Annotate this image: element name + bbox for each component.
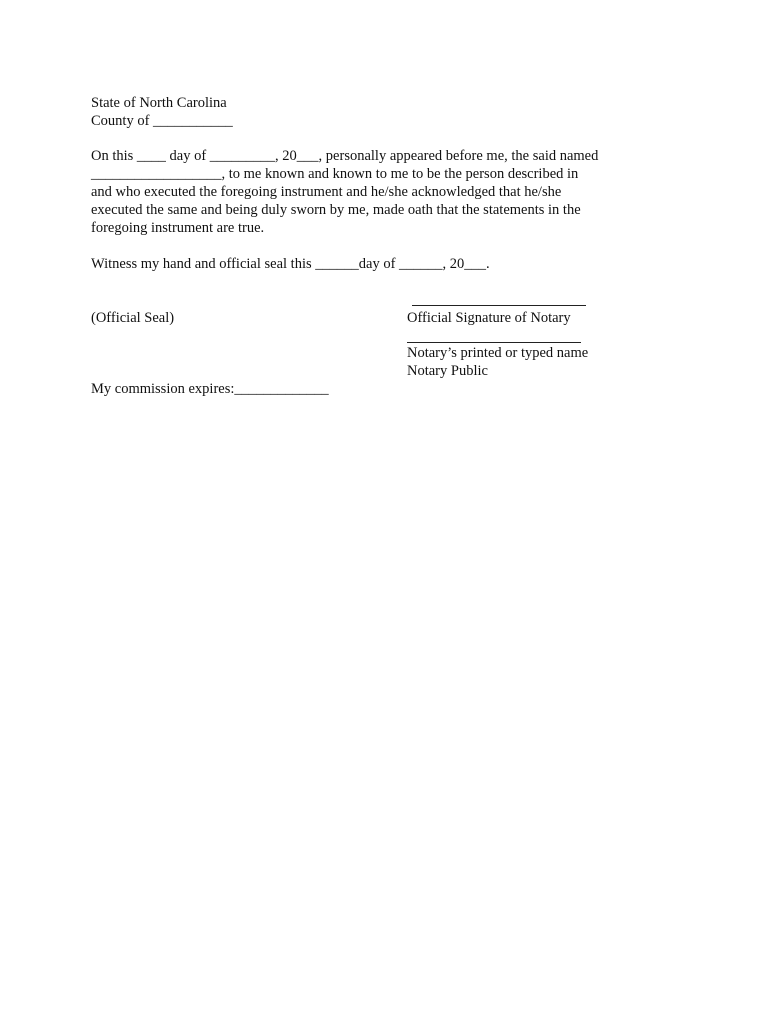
acknowledgment-text-line-4: executed the same and being duly sworn by me, made oath that the statements in the [91, 202, 581, 218]
state-heading: State of North Carolina [91, 95, 227, 111]
acknowledgment-text-line-5: foregoing instrument are true. [91, 220, 265, 236]
notary-signature-line [412, 305, 586, 306]
county-field: County of ___________ [91, 113, 233, 129]
notary-printed-name-line [407, 342, 581, 343]
notary-signature-label: Official Signature of Notary [407, 310, 571, 326]
commission-expires-field: My commission expires:_____________ [91, 381, 329, 397]
acknowledgment-text-line-3: and who executed the foregoing instrument and he/she acknowledged that he/she [91, 184, 562, 200]
notary-public-title: Notary Public [407, 363, 488, 379]
notary-printed-name-label: Notary’s printed or typed name [407, 345, 589, 361]
official-seal-label: (Official Seal) [91, 310, 175, 326]
witness-statement: Witness my hand and official seal this ______day of ______, 20___. [91, 256, 490, 272]
acknowledgment-text-line-2: __________________, to me known and known to me to be the person described in [91, 166, 579, 182]
acknowledgment-text-line-1: On this ____ day of _________, 20___, personally appeared before me, the said named [91, 148, 599, 164]
